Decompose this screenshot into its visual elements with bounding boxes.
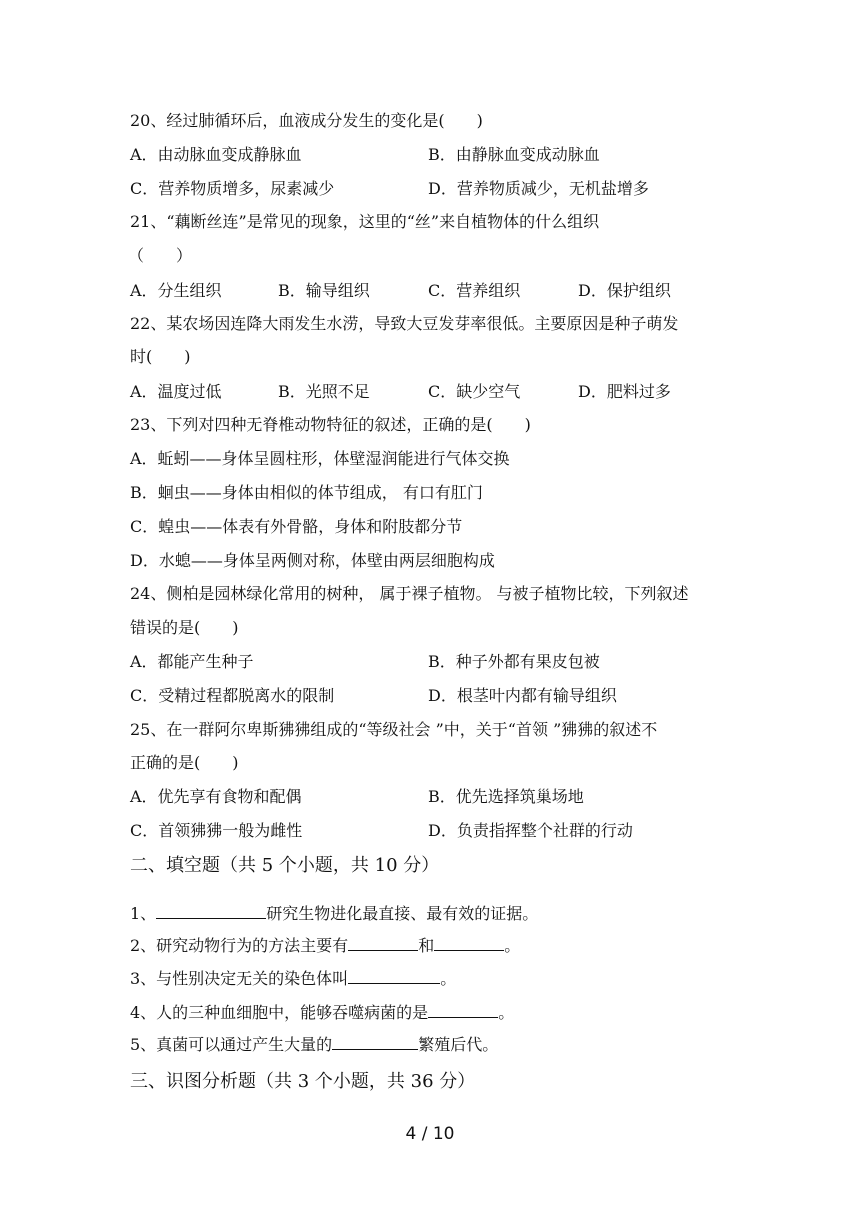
fill-2-mid: 和	[418, 936, 435, 955]
question-20-stem: 20、经过肺循环后，血液成分发生的变化是( )	[130, 111, 483, 130]
fill-2-suffix: 。	[504, 936, 521, 955]
q22-option-b: B．光照不足	[278, 382, 370, 401]
fill-2-blank-2	[434, 935, 504, 951]
fill-item-4	[130, 1002, 514, 1023]
question-22-stem: 22、某农场因连降大雨发生水涝，导致大豆发芽率很低。主要原因是种子萌发	[130, 314, 679, 333]
fill-item-3	[130, 968, 456, 989]
q22-option-a: A．温度过低	[130, 382, 222, 401]
q24-option-d: D．根茎叶内都有输导组织	[428, 686, 617, 705]
q21-option-d: D．保护组织	[578, 281, 671, 300]
question-24-stem: 24、侧柏是园林绿化常用的树种， 属于裸子植物。 与被子植物比较，下列叙述	[130, 584, 689, 603]
question-22-stem-cont: 时( )	[130, 347, 191, 366]
fill-item-1	[130, 903, 538, 924]
q20-option-c: C．营养物质增多，尿素减少	[130, 179, 335, 198]
fill-1-suffix: 研究生物进化最直接、最有效的证据。	[266, 904, 539, 923]
q24-option-b: B．种子外都有果皮包被	[428, 652, 600, 671]
q20-option-d: D．营养物质减少，无机盐增多	[428, 179, 649, 198]
q25-option-d: D．负责指挥整个社群的行动	[428, 821, 633, 840]
q23-option-d: D．水螅——身体呈两侧对称，体壁由两层细胞构成	[130, 551, 495, 570]
q23-option-b: B．蛔虫——身体由相似的体节组成， 有口有肛门	[130, 483, 483, 502]
q22-option-c: C．缺少空气	[428, 382, 521, 401]
q21-option-b: B．输导组织	[278, 281, 370, 300]
fill-item-5	[130, 1034, 498, 1055]
section-fill-in-title: 二、填空题（共 5 个小题，共 10 分）	[130, 855, 440, 876]
page-number: 4 / 10	[405, 1124, 455, 1144]
question-25-stem-cont: 正确的是( )	[130, 753, 239, 772]
q22-option-d: D．肥料过多	[578, 382, 671, 401]
q24-option-a: A．都能产生种子	[130, 652, 254, 671]
fill-4-blank	[428, 1002, 498, 1018]
question-21-stem: 21、“藕断丝连”是常见的现象，这里的“丝”来自植物体的什么组织	[130, 212, 600, 231]
question-24-stem-cont: 错误的是( )	[130, 618, 239, 637]
section-diagram-analysis-title: 三、识图分析题（共 3 个小题，共 36 分）	[130, 1071, 476, 1092]
fill-4-prefix: 4、人的三种血细胞中，能够吞噬病菌的是	[130, 1003, 429, 1022]
fill-4-suffix: 。	[498, 1003, 515, 1022]
fill-2-blank-1	[348, 935, 418, 951]
q20-option-a: A．由动脉血变成静脉血	[130, 145, 302, 164]
q20-option-b: B．由静脉血变成动脉血	[428, 145, 600, 164]
fill-3-prefix: 3、与性别决定无关的染色体叫	[130, 969, 349, 988]
q25-option-a: A．优先享有食物和配偶	[130, 787, 302, 806]
fill-1-blank	[156, 903, 266, 919]
fill-5-blank	[332, 1034, 418, 1050]
q23-option-c: C．蝗虫——体表有外骨骼，身体和附肢都分节	[130, 517, 463, 536]
q25-option-b: B．优先选择筑巢场地	[428, 787, 584, 806]
fill-3-blank	[348, 968, 440, 984]
question-25-stem: 25、在一群阿尔卑斯狒狒组成的“等级社会 ”中，关于“首领 ”狒狒的叙述不	[130, 720, 658, 739]
q23-option-a: A．蚯蚓——身体呈圆柱形，体壁湿润能进行气体交换	[130, 449, 510, 468]
fill-item-2	[130, 935, 520, 956]
q21-option-c: C．营养组织	[428, 281, 521, 300]
fill-2-prefix: 2、研究动物行为的方法主要有	[130, 936, 349, 955]
fill-3-suffix: 。	[440, 969, 457, 988]
q24-option-c: C．受精过程都脱离水的限制	[130, 686, 335, 705]
question-23-stem: 23、下列对四种无脊椎动物特征的叙述，正确的是( )	[130, 415, 531, 434]
question-21-paren: （ ）	[128, 246, 193, 265]
fill-5-prefix: 5、真菌可以通过产生大量的	[130, 1035, 333, 1054]
fill-1-prefix: 1、	[130, 904, 157, 923]
fill-5-suffix: 繁殖后代。	[418, 1035, 499, 1054]
q21-option-a: A．分生组织	[130, 281, 222, 300]
q25-option-c: C．首领狒狒一般为雌性	[130, 821, 303, 840]
